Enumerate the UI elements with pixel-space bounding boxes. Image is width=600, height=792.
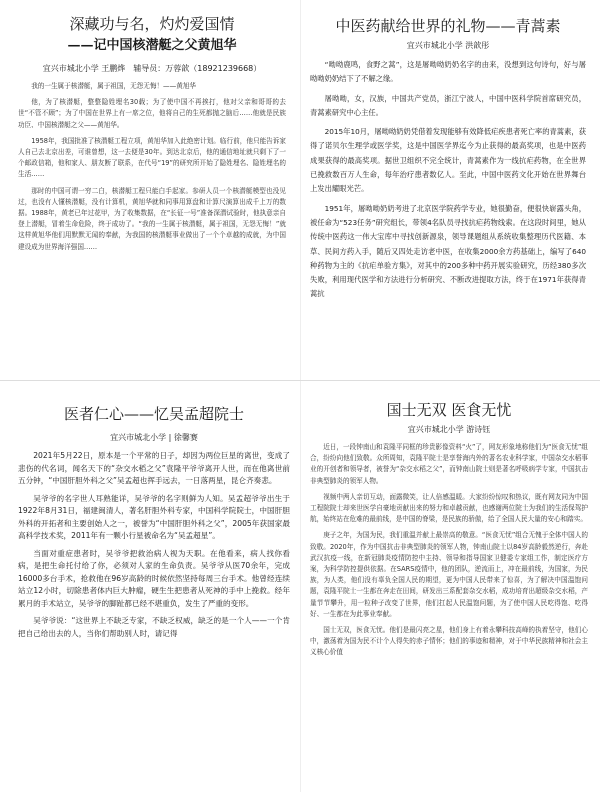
row-divider — [0, 380, 600, 381]
paragraph: 1958年，我国批准了核潜艇工程立项，黄旭华加入此绝密计划。临行前，他只能告诉家人自己去北京出差，可谁曾想，这一去便是30年。到达北京后，他的通信地址就只剩下了一个邮政信箱，他和家人、朋友断了联系，在代号“19”的研究所开始了隐姓埋名、隐姓埋名的生活…… — [18, 136, 286, 179]
paragraph: 1951年，屠呦呦奶奶考进了北京医学院药学专业，她很勤奋，便很快崭露头角，被任命为“523任务”研究组长，带领4名队员寻找抗疟药物线索。在这段时间里，她从传统中医药这一伟大宝库中寻找创新源泉，领导课题组从系统收集整理历代医籍、本草、民间方药入手，随后又四处走访老中医，在收集2000余方药基础上，编写了640种药物为主的《抗疟单验方集》，对其中的200多种中药开展实验研究，历经380多次失败，利用现代医学和方法进行分析研究、不断改进提取方法，终于在1971年获得青蒿抗 — [310, 203, 586, 299]
column-divider — [300, 0, 301, 792]
paragraph: 2015年10月，屠呦呦奶奶凭借着发现能够有效降低疟疾患者死亡率的青蒿素，获得了诺贝尔生理学或医学奖，这是中国医学界迄今为止获得的最高奖项，也是中医药成果获得的最高奖项。据世卫组织不完全统计，青蒿素作为一线抗疟药物，在全世界已挽救数百万人生命，每年治疗患者数亿人。至此，中国中医药文化开始在世界舞台上发出耀眼光芒。 — [310, 127, 586, 194]
paragraph: 吴爷爷说：“这世界上不缺乏专家，不缺乏权威，缺乏的是一个人——一个肯把自己给出去的人，当你们帮助别人时，请记得 — [18, 616, 290, 638]
article-title: 国士无双 医食无忧 — [386, 401, 512, 419]
article-title: 深藏功与名，灼灼爱国情 — [69, 15, 235, 33]
article-author: 宜兴市城北小学 洪歆彤 — [406, 41, 490, 50]
article-author: 宜兴市城北小学 游诗钰 — [407, 425, 491, 434]
paragraph: 视频中两人亲切互动，面露微笑，让人倍感温暖。大家纷纷惊叹和热议，既有网友同为中国工程院院士却来世医学自豪地贡献出来的努力和卓越贡献，也感谢两位院士为我们的生活保驾护航，始终站在危难的最前线，是中国的脊梁，是民族的骄傲，给了全国人民大量的安心和踏实。 — [310, 492, 588, 524]
paragraph: 近日，一段钟南山和袁隆平同框的珍贵影像资料“火”了，网友形象地称他们为“医食无忧”组合，纷纷向他们致敬。众所周知，袁隆平院士是享誉海内外的著名农业科学家，中国杂交水稻事业的开创者和领导者，被誉为“杂交水稻之父”，而钟南山院士则是著名呼吸病学专家，中国抗击非典型肺炎的领军人物。 — [310, 443, 588, 485]
article-tu-youyou — [310, 16, 586, 376]
paragraph: 我的一生属于核潜艇，属于祖国，无怨无悔！——黄旭华 — [31, 82, 197, 90]
article-huang-xuhua — [18, 14, 286, 376]
article-wu-mengchao — [18, 404, 290, 786]
paragraph: 吴爷爷的名字世人耳熟能详，吴爷爷的名字则鲜为人知。吴孟超爷爷出生于1922年8月31日，福建闽清人，著名肝胆外科专家，中国科学院院士，中国肝胆外科的开拓者和主要创始人之一，被誉为“中国肝胆外科之父”，2005年获国家最高科学技术奖，2011年有一颗小行星被命名为“吴孟超星”。 — [18, 493, 290, 540]
article-title: 中医药献给世界的礼物——青蒿素 — [335, 17, 561, 35]
paragraph: 他，为了核潜艇，整整隐姓埋名30载；为了使中国不再挨打，他对父亲和哥哥的去世“不管不顾”；为了中国在世界上有一席之位，他将自己的生死都抛之脑后……他就是民族功臣、中国核潜艇之父——黄旭华。 — [18, 98, 286, 129]
article-author: 宜兴市城北小学 | 徐馨赛 — [110, 433, 198, 442]
paragraph: 国士无双，医食无忧。他们是最闪亮之星，他们身上有着永攀科技高峰的执着坚守，他们心中，激荡着为国为民不计个人得失的赤子情怀；他们的事迹和精神，对于中华民族精神和社会主义核心价值 — [310, 626, 588, 657]
paragraph: 屠呦呦，女，汉族，中国共产党员，浙江宁波人，中国中医科学院首席研究员，青蒿素研究中心主任。 — [310, 93, 586, 117]
paragraph: 2021年5月22日，原本是一个平常的日子，却因为两位巨星的离世，变成了悲伤的代名词，闻名天下的“杂交水稻之父”袁隆平爷爷离开人世，而在他离世前五分钟，“中国肝胆外科之父”吴孟超也挥手远去，一日落两星，昆仑齐奏悲。 — [18, 451, 290, 485]
paragraph: 庚子之年，为国为民，我们重温并献上最崇高的敬意。“医食无忧”组合无愧于全体中国人的致敬。2020年，作为中国抗击非典型肺炎的领军人物，钟南山院士以84岁高龄毅然逆行，奔赴武汉抗疫一线，在新冠肺炎疫情防控中主持、领导和指导国家卫健委专家组工作，制定医疗方案，为科学防控提供依据。在SARS疫情中，他的团队，逆流而上，冲在最前线，为国家，为民族，为人类，他们没有辜负全国人民的期望，更为中国人民带来了惊喜，为了解决中国温饱问题，袁隆平院士一生都在奔走在田间，研发出三系配套杂交水稻，成功培育出超级杂交水稻，产量节节攀升，用一粒种子改变了世界，他们扛起人民温饱问题，为了使中国人民吃得饱、吃得好、一生都在为此事业奉献。 — [310, 531, 588, 618]
article-subtitle: ——记中国核潜艇之父黄旭华 — [67, 38, 237, 53]
paragraph: 那时的中国可谓一穷二白，核潜艇工程只能白手起家。参研人员一个核潜艇模型也没见过，也没有人懂核潜艇，没有计算机，黄旭华就和同事用算盘和计算尺演算出成千上万的数据。1988年，黄老已年过花甲，为了收集数据，在“长征一号”准备深潜试验时，他执意亲自登上潜艇，冒着生命危险，终于成功了。“我的一生属于核潜艇，属于祖国，无怨无悔！”就这样黄旭华他们用默默无闻的奉献，为我国的核潜艇事业做出了一个个卓越的成就，为中国建设成为世界海洋强国…… — [18, 186, 286, 251]
article-guoshi-wushuang — [310, 400, 588, 786]
article-author: 宜兴市城北小学 王鹏烨 辅导员：万蓉歆（18921239668） — [42, 64, 262, 73]
article-title: 医者仁心——忆吴孟超院士 — [63, 405, 244, 423]
paragraph: “呦呦鹿鸣，食野之蒿”，这是屠呦呦奶奶名字的由来，没想到这句诗句，好与屠呦呦奶奶结下了不解之缘。 — [310, 60, 586, 84]
paragraph: 当面对重症患者时，吴爷爷把救治病人视为天职。在他看来，病人找你看病，是把生命托付给了你，必须对人家的生命负责。吴爷爷从医70余年，完成16000多台手术，抢救他在96岁高龄的时候依然坚持每周三台手术。他曾经连续站立12小时，切除患者体内巨大肿瘤，硬生生把患者从死神的手中上挽救。经年累月的手术站立，吴爷爷的脚趾都已经不堪重负，发生了严重的变形。 — [18, 548, 290, 608]
